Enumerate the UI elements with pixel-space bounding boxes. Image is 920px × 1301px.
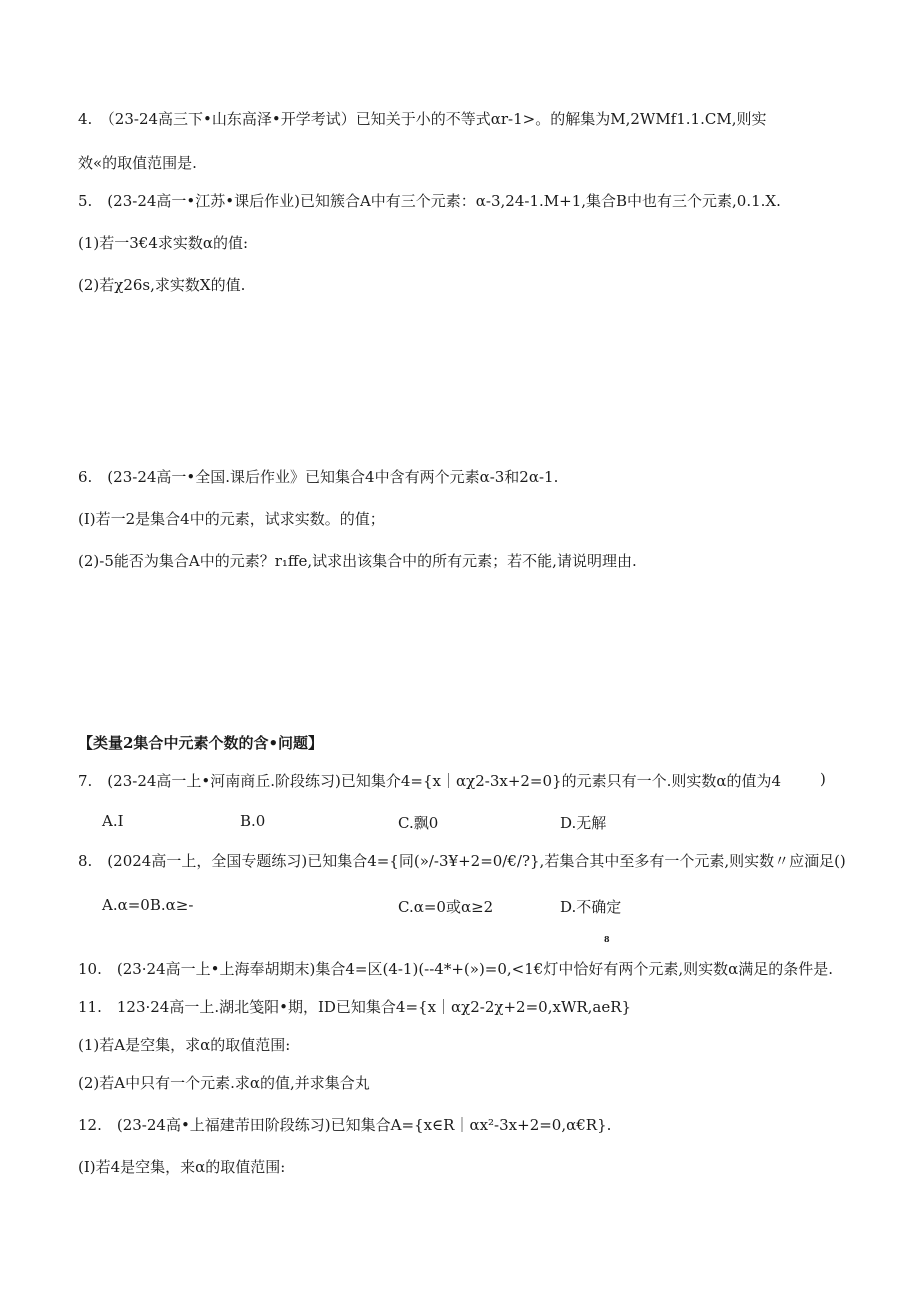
q4-line1: 4. （23-24高三下•山东高泽•开学考试）已知关于小的不等式αr-1>。的解集为M,2WMf1.1.CM,则实 <box>78 110 767 128</box>
q8-option-d: D.不确定 <box>560 898 622 916</box>
q6-part1: (I)若一2是集合4中的元素，试求实数。的值； <box>78 510 385 528</box>
q7-option-b: B.0 <box>240 812 266 830</box>
q8-footnote: 8 <box>604 934 610 944</box>
q10-stem: 10. (23·24高一上•上海奉胡期末)集合4=区(4-1)(--4*+(»)=0,<1€灯中恰好有两个元素,则实数α满足的条件是. <box>78 960 834 978</box>
q7-paren: ) <box>820 770 826 788</box>
q8-option-c: C.α=0或α≥2 <box>398 898 494 916</box>
q5-part1: (1)若一3€4求实数α的值: <box>78 234 249 252</box>
q7-option-c: C.飘0 <box>398 814 439 832</box>
q11-part1: (1)若A是空集，求α的取值范围: <box>78 1036 291 1054</box>
q11-stem: 11. 123·24高一上.湖北笺阳•期，ID已知集合4={x｜αχ2-2χ+2=0,xWR,aeR} <box>78 998 632 1016</box>
q7-option-a: A.I <box>102 812 124 830</box>
q8-stem: 8. (2024高一上，全国专题练习)已知集合4={同(»/-3¥+2=0/€/?},若集合其中至多有一个元素,则实数〃应湎足() <box>78 852 846 870</box>
q7-stem: 7. (23-24高一上•河南商丘.阶段练习)已知集介4={x｜αχ2-3x+2=0}的元素只有一个.则实数α的值为4 <box>78 772 782 790</box>
q12-stem: 12. (23-24高•上福建芾田阶段练习)已知集合A={x∈R｜αx²-3x+2=0,α€R}. <box>78 1116 612 1134</box>
q4-line2: 效«的取值范围是. <box>78 154 197 172</box>
q5-part2: (2)若χ26s,求实数X的值. <box>78 276 246 294</box>
q6-part2: (2)-5能否为集合A中的元素？r₁ffe,试求出该集合中的所有元素；若不能,请说明理由. <box>78 552 637 570</box>
q6-stem: 6. (23-24高一•全国.课后作业》已知集合4中含有两个元素α-3和2α-1. <box>78 468 559 486</box>
q8-option-ab: A.α=0B.α≥- <box>102 896 194 914</box>
section-title: 【类量2集合中元素个数的含•问题】 <box>78 734 324 752</box>
q7-option-d: D.无解 <box>560 814 607 832</box>
q11-part2: (2)若A中只有一个元素.求α的值,并求集合丸 <box>78 1074 370 1092</box>
q5-stem: 5. (23-24高一•江苏•课后作业)已知簇合A中有三个元素：α-3,24-1.M+1,集合B中也有三个元素,0.1.X. <box>78 192 781 210</box>
q12-part1: (I)若4是空集，来α的取值范围: <box>78 1158 286 1176</box>
